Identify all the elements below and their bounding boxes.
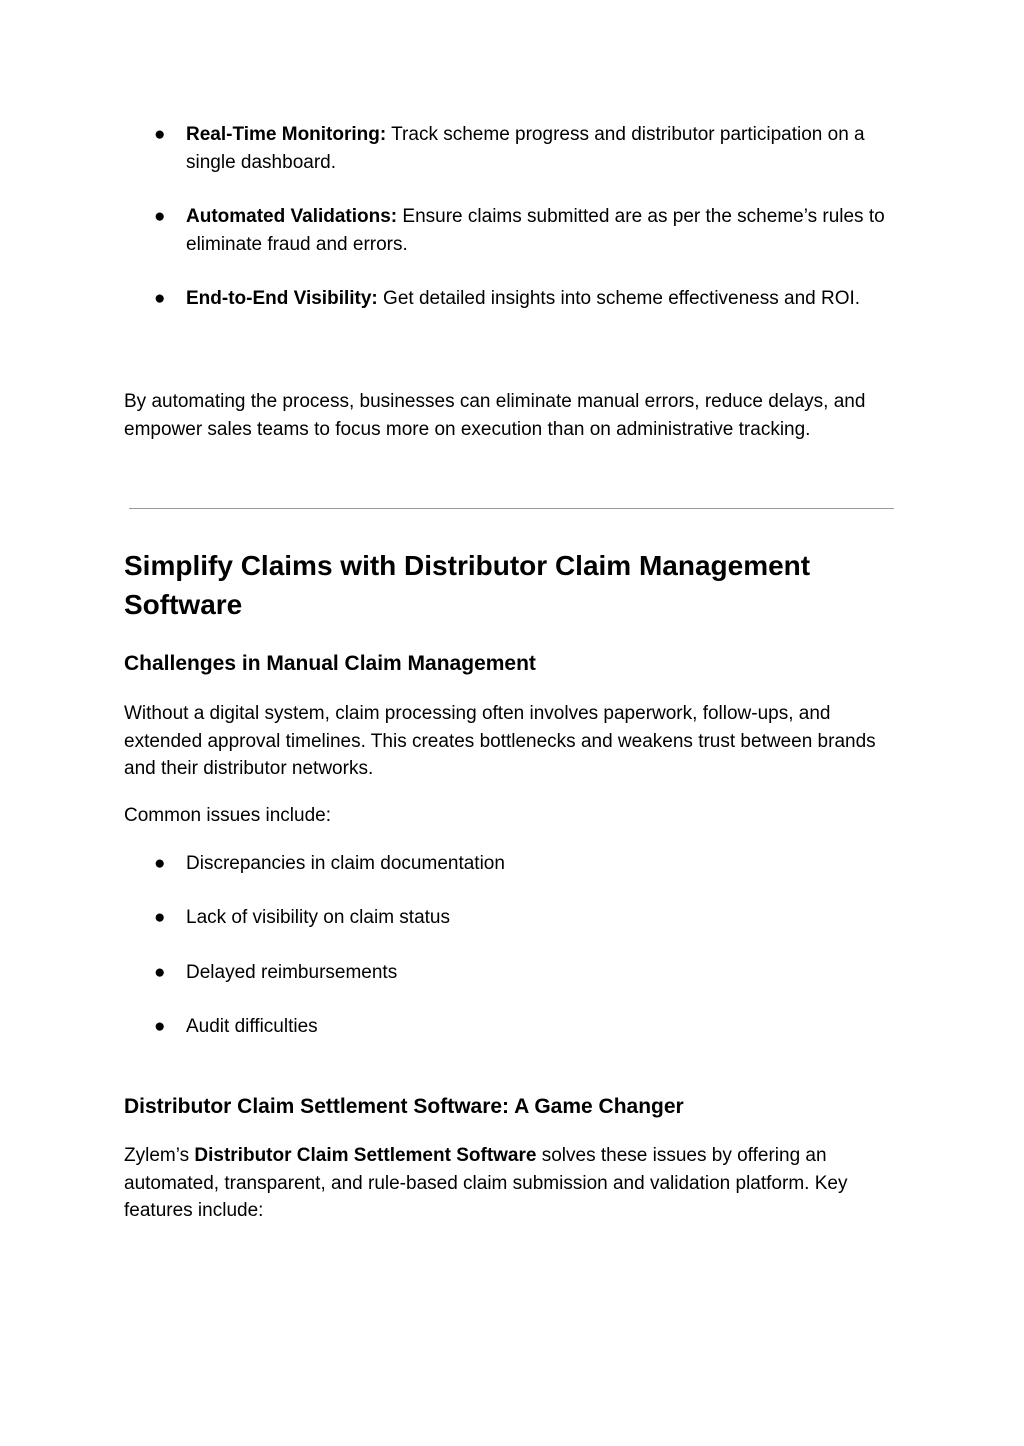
settlement-paragraph (124, 1142, 894, 1225)
feature-label: Real-Time Monitoring: (186, 124, 387, 145)
section-heading: Simplify Claims with Distributor Claim Management Software (124, 550, 811, 620)
feature-description: Track scheme progress and distributor participation on a single dashboard. (186, 124, 865, 173)
settlement-product-name: Distributor Claim Settlement Software (194, 1145, 537, 1166)
issues-intro: Common issues include: (124, 805, 331, 826)
bullet-icon: ● (154, 124, 166, 145)
bullet-icon: ● (154, 853, 166, 874)
challenges-heading: Challenges in Manual Claim Management (124, 652, 536, 675)
feature-description: Get detailed insights into scheme effectiveness and ROI. (383, 288, 861, 309)
settlement-heading: Distributor Claim Settlement Software: A Game Changer (124, 1095, 684, 1118)
challenges-paragraph: Without a digital system, claim processing often involves paperwork, follow-ups, and extended approval timelines. This creates bottlenecks and weakens trust between brands and their distributor networks. (124, 703, 876, 779)
issue-text: Delayed reimbursements (186, 962, 398, 983)
feature-label: End-to-End Visibility: (186, 288, 378, 309)
horizontal-divider (129, 508, 894, 509)
bullet-icon: ● (154, 206, 166, 227)
feature-text (186, 203, 891, 258)
feature-text (186, 121, 891, 176)
issue-text: Audit difficulties (186, 1016, 318, 1037)
automation-paragraph: By automating the process, businesses can eliminate manual errors, reduce delays, and empower sales teams to focus more on execution than on administrative tracking. (124, 391, 866, 440)
feature-label: Automated Validations: (186, 206, 398, 227)
feature-text (186, 285, 891, 313)
bullet-icon: ● (154, 288, 166, 309)
bullet-icon: ● (154, 1016, 166, 1037)
settlement-prefix: Zylem’s (124, 1145, 195, 1166)
feature-description: Ensure claims submitted are as per the scheme’s rules to eliminate fraud and errors. (186, 206, 885, 255)
issue-text: Discrepancies in claim documentation (186, 853, 505, 874)
issue-text: Lack of visibility on claim status (186, 907, 450, 928)
settlement-suffix: solves these issues by offering an automated, transparent, and rule-based claim submission and validation platform. Key features include: (124, 1145, 848, 1221)
bullet-icon: ● (154, 962, 166, 983)
bullet-icon: ● (154, 907, 166, 928)
